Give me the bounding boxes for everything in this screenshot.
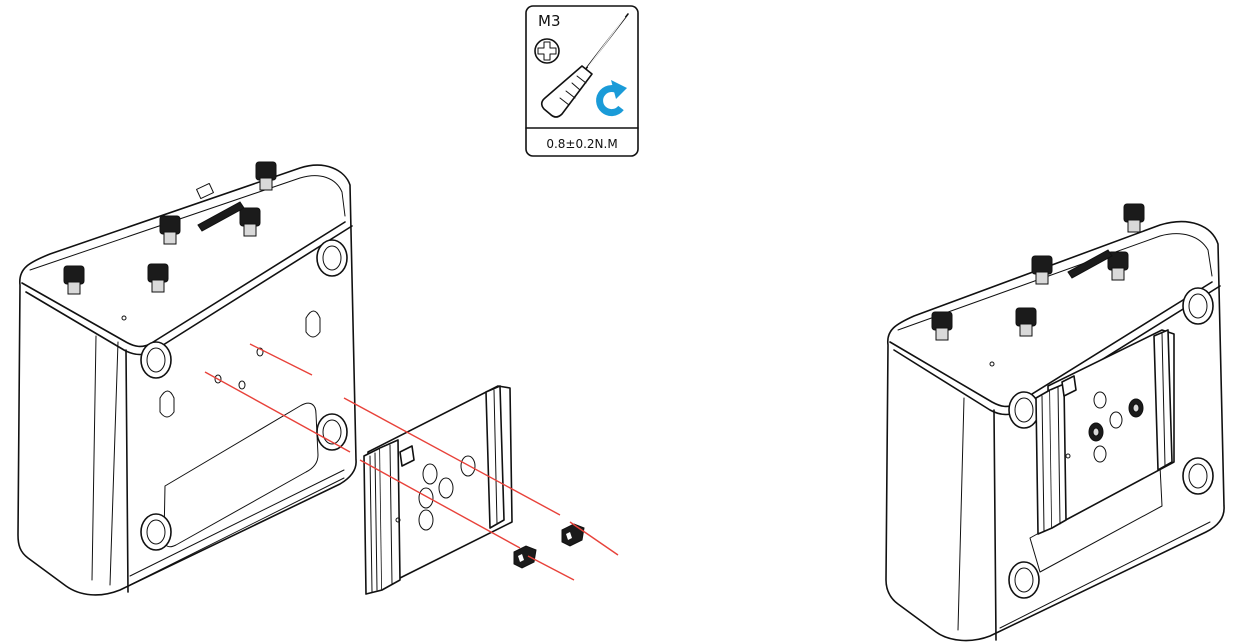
torque-spec-icon — [526, 6, 638, 156]
screw-size-label: M3 — [538, 12, 561, 30]
torque-value-label: 0.8±0.2N.M — [546, 137, 618, 151]
din-rail-bracket-left — [364, 386, 512, 594]
screw — [562, 524, 584, 546]
screw — [514, 546, 536, 568]
antenna-connector — [1124, 204, 1144, 232]
phillips-head-icon — [535, 39, 559, 63]
router-body-left — [18, 162, 356, 595]
